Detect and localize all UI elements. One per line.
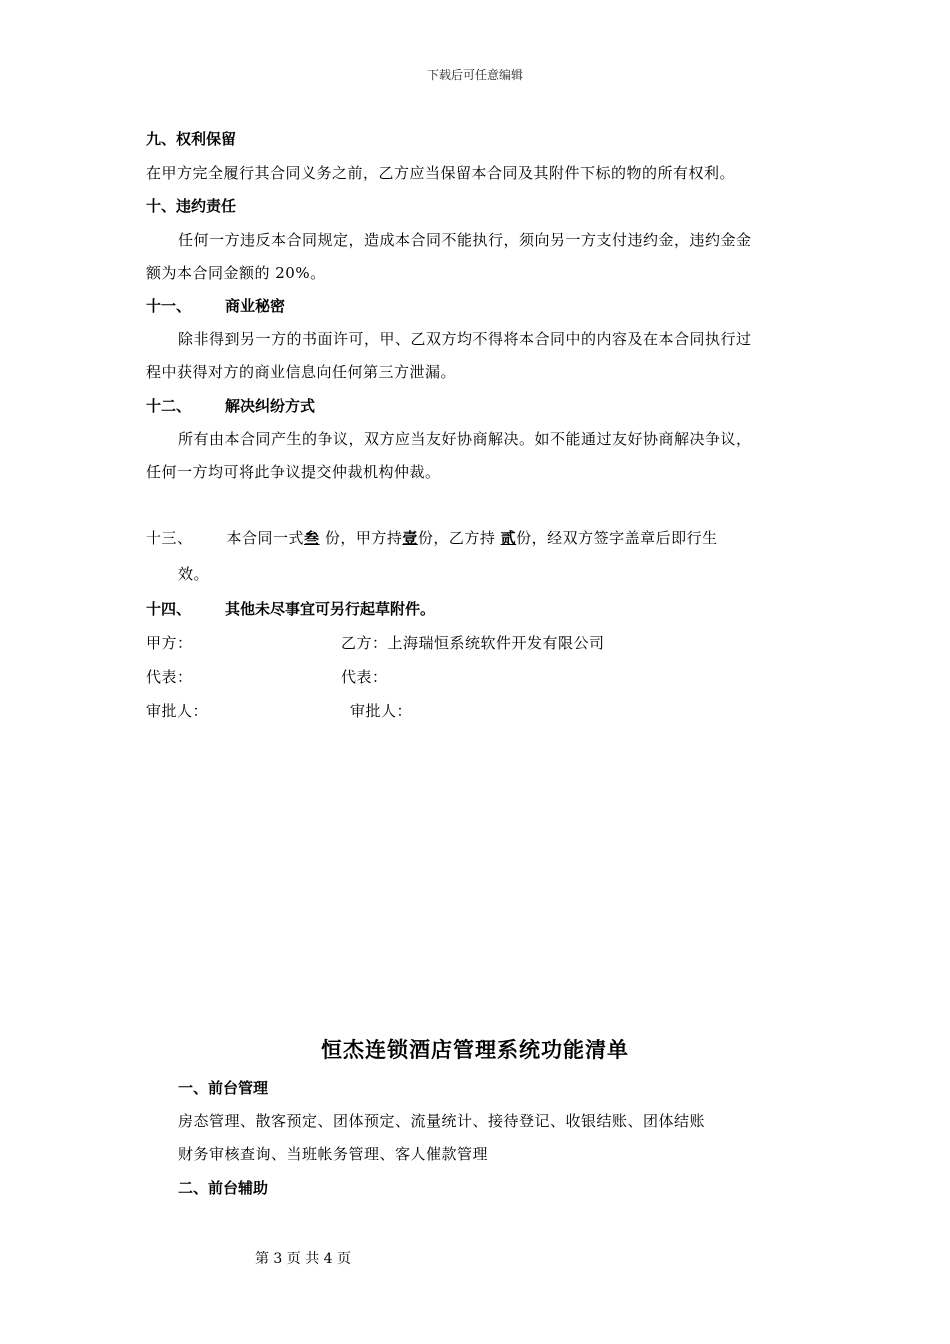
section-12-line2: 任何一方均可将此争议提交仲裁机构仲裁。	[146, 463, 441, 481]
section-9-body: 在甲方完全履行其合同义务之前，乙方应当保留本合同及其附件下标的物的所有权利。	[146, 164, 736, 182]
section-13-text3: 份，乙方持	[417, 529, 501, 547]
front-desk-functions-line2: 财务审核查询、当班帐务管理、客人催款管理	[178, 1145, 489, 1163]
section-13-line1	[146, 527, 718, 548]
front-desk-management-heading: 一、前台管理	[178, 1079, 269, 1097]
section-10-heading: 十、违约责任	[146, 197, 237, 215]
party-a-representative: 代表：	[146, 668, 193, 686]
section-13-line2: 效。	[178, 565, 210, 583]
section-13-text2: 份，甲方持	[324, 529, 403, 547]
section-14-heading	[146, 598, 435, 619]
section-13-text1: 本合同一式	[226, 529, 305, 547]
party-b-copies: 贰	[500, 529, 517, 547]
section-11-line2: 程中获得对方的商业信息向任何第三方泄漏。	[146, 363, 457, 381]
section-12-heading	[146, 395, 315, 416]
section-11-title: 商业秘密	[225, 297, 286, 315]
section-14-number: 十四、	[146, 600, 192, 618]
section-10-line2: 额为本合同金额的 20%。	[146, 264, 326, 282]
party-a-copies: 壹	[402, 529, 418, 547]
party-a-label: 甲方：	[146, 634, 193, 652]
section-14-title: 其他未尽事宜可另行起草附件。	[225, 600, 436, 618]
section-9-heading: 九、权利保留	[146, 130, 237, 148]
total-copies: 叁	[304, 529, 320, 547]
page-number: 第 3 页 共 4 页	[254, 1251, 352, 1267]
section-11-number: 十一、	[146, 297, 192, 315]
party-b-representative: 代表：	[341, 668, 388, 686]
section-12-number: 十二、	[146, 397, 192, 415]
section-10-line1: 任何一方违反本合同规定，造成本合同不能执行，须向另一方支付违约金，违约金金	[178, 231, 752, 249]
section-13-number: 十三、	[146, 529, 193, 547]
party-b-label: 乙方：上海瑞恒系统软件开发有限公司	[341, 634, 605, 652]
section-13-text4: 份，经双方签字盖章后即行生	[516, 529, 718, 547]
front-desk-functions-line1: 房态管理、散客预定、团体预定、流量统计、接待登记、收银结账、团体结账	[178, 1112, 706, 1130]
function-list-title: 恒杰连锁酒店管理系统功能清单	[321, 1037, 629, 1062]
section-12-line1: 所有由本合同产生的争议，双方应当友好协商解决。如不能通过友好协商解决争议，	[178, 430, 752, 448]
section-11-line1: 除非得到另一方的书面许可，甲、乙双方均不得将本合同中的内容及在本合同执行过	[178, 330, 752, 348]
front-desk-assist-heading: 二、前台辅助	[178, 1179, 269, 1197]
section-12-title: 解决纠纷方式	[225, 397, 316, 415]
section-11-heading	[146, 295, 285, 316]
party-a-approver: 审批人：	[146, 702, 209, 720]
page-header-note: 下载后可任意编辑	[426, 68, 523, 82]
party-b-approver: 审批人：	[350, 702, 413, 720]
